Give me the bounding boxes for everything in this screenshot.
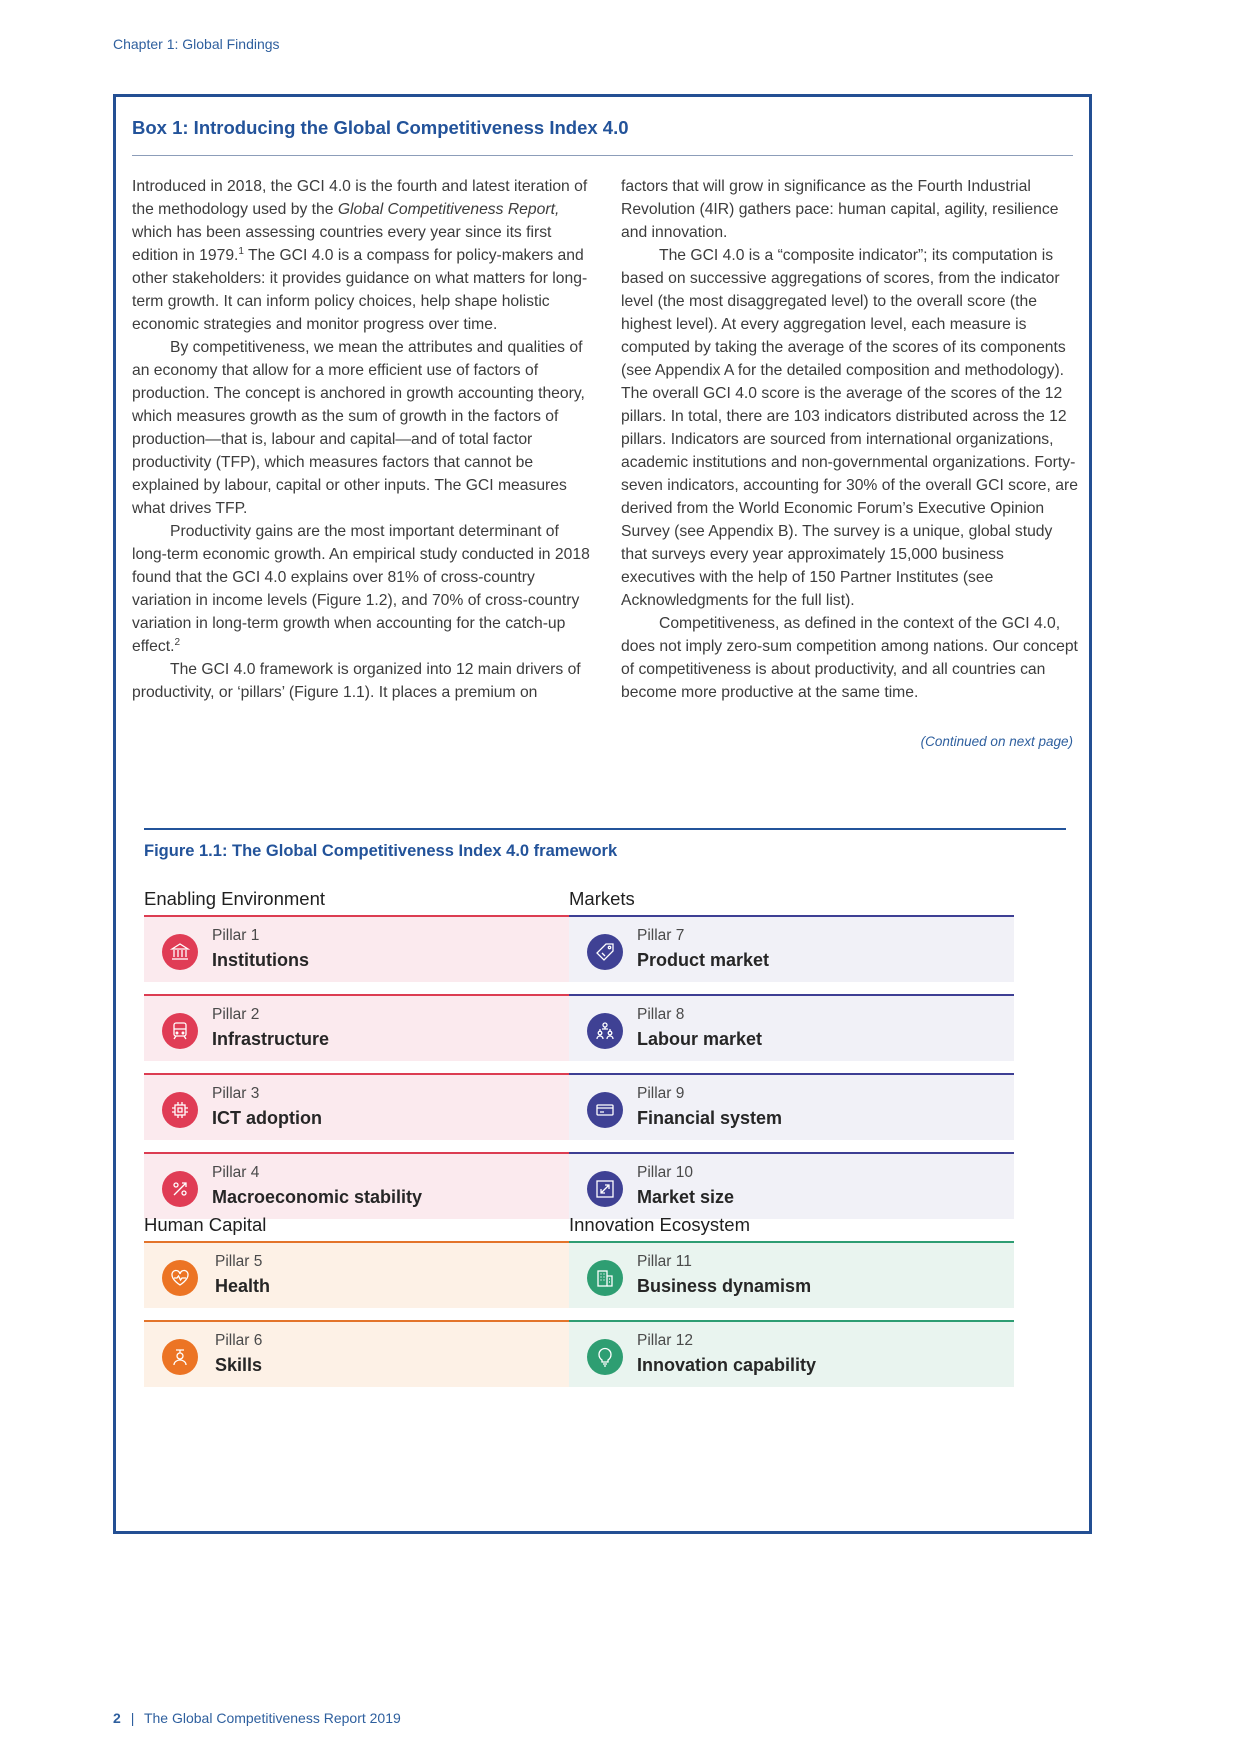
box-title-divider	[132, 155, 1073, 156]
footer-separator: |	[130, 1710, 135, 1726]
page-number: 2	[113, 1710, 121, 1726]
pillar-card-1	[144, 915, 589, 982]
pillar-card-9	[569, 1073, 1014, 1140]
right-text-column	[621, 175, 1081, 704]
institution-icon	[162, 934, 198, 970]
tag-icon	[587, 934, 623, 970]
group-enabling-environment	[144, 887, 589, 1231]
pillar-number: Pillar 2	[212, 1006, 260, 1023]
heart-pulse-icon	[162, 1260, 198, 1296]
building-icon	[587, 1260, 623, 1296]
paragraph: The GCI 4.0 is a “composite indicator”; its computation is based on successive aggregations of scores, from the indicator level (the most disaggregated level) to the overall score (the highest level). At every aggregation level, each measure is computed by taking the average of the scores of its components (see Appendix A for the detailed composition and methodology). The overall GCI 4.0 score is the average of the scores of the 12 pillars. In total, there are 103 indicators distributed across the 12 pillars. Indicators are sourced from international organizations, academic institutions and non-governmental organizations. Forty-seven indicators, accounting for 30% of the overall GCI score, are derived from the World Economic Forum’s Executive Opinion Survey (see Appendix B). The survey is a unique, global study that surveys every year approximately 15,000 business executives with the help of 150 Partner Institutes (see Acknowledgments for the full list).	[621, 247, 1078, 609]
pillar-name: ICT adoption	[212, 1108, 322, 1128]
pillar-card-7	[569, 915, 1014, 982]
page-footer	[113, 1710, 401, 1726]
pillar-name: Financial system	[637, 1108, 783, 1128]
left-text-column	[132, 175, 592, 704]
pillar-name: Health	[215, 1276, 271, 1296]
pillar-name: Labour market	[637, 1029, 763, 1049]
lightbulb-icon	[587, 1339, 623, 1375]
box-1	[113, 94, 1092, 1534]
group-title: Enabling Environment	[144, 888, 325, 909]
pillar-number: Pillar 4	[212, 1164, 260, 1181]
percent-icon	[162, 1171, 198, 1207]
paragraph: By competitiveness, we mean the attributes and qualities of an economy that allow for a more efficient use of factors of production. The concept is anchored in growth accounting theory, which measures growth as the sum of growth in the factors of production—that is, labour and capital—and of total factor productivity (TFP), which measures factors that cannot be explained by labour, capital or other inputs. The GCI measures what drives TFP.	[132, 339, 585, 517]
group-human-capital	[144, 1213, 589, 1399]
pillar-card-10	[569, 1152, 1014, 1219]
pillar-name: Market size	[637, 1187, 735, 1207]
paragraph: Introduced in 2018, the GCI 4.0 is the fourth and latest iteration of the methodology used by the Global Competitiveness Report, which has been assessing countries every year since its first edition in 1979.$^1$ The GCI 4.0 is a compass for policy-makers and other stakeholders: it provides guidance on what matters for long-term growth. It can inform policy choices, help shape holistic economic strategies and monitor progress over time.	[132, 178, 588, 333]
group-title: Human Capital	[144, 1214, 267, 1235]
pillar-name: Product market	[637, 950, 770, 970]
pillar-card-3	[144, 1073, 589, 1140]
pillar-name: Innovation capability	[637, 1355, 817, 1375]
pillar-number: Pillar 6	[215, 1332, 263, 1349]
footnote-ref[interactable]: 1	[238, 245, 244, 257]
group-innovation-ecosystem	[569, 1213, 1014, 1399]
pillar-number: Pillar 12	[637, 1332, 693, 1349]
pillar-name: Infrastructure	[212, 1029, 330, 1049]
pillar-name: Skills	[215, 1355, 263, 1375]
running-header: Chapter 1: Global Findings	[113, 36, 280, 52]
pillar-card-6	[144, 1320, 589, 1387]
group-title: Markets	[569, 888, 635, 909]
pillar-card-8	[569, 994, 1014, 1061]
pillar-number: Pillar 1	[212, 927, 260, 944]
paragraph: factors that will grow in significance as the Fourth Industrial Revolution (4IR) gathers pace: human capital, agility, resilience and innovation.	[621, 178, 1059, 241]
pillar-card-12	[569, 1320, 1014, 1387]
pillar-number: Pillar 7	[637, 927, 685, 944]
group-markets	[569, 887, 1014, 1231]
pillar-card-4	[144, 1152, 589, 1219]
chip-icon	[162, 1092, 198, 1128]
box-title: Box 1: Introducing the Global Competitiveness Index 4.0	[132, 117, 629, 138]
pillar-number: Pillar 3	[212, 1085, 260, 1102]
footnote-ref[interactable]: 2	[174, 636, 181, 648]
figure-divider	[144, 828, 1066, 830]
pillar-name: Institutions	[212, 950, 309, 970]
pillar-number: Pillar 9	[637, 1085, 685, 1102]
continued-note: (Continued on next page)	[920, 734, 1073, 749]
pillar-number: Pillar 11	[637, 1253, 692, 1270]
pillar-number: Pillar 5	[215, 1253, 263, 1270]
train-icon	[162, 1013, 198, 1049]
pillar-card-11	[569, 1241, 1014, 1308]
graduate-icon	[162, 1339, 198, 1375]
paragraph: Productivity gains are the most important determinant of long-term economic growth. An empirical study conducted in 2018 found that the GCI 4.0 explains over 81% of cross-country variation in income levels (Figure 1.2), and 70% of cross-country variation in long-term growth when accounting for the catch-up effect.$^2$	[132, 523, 590, 655]
group-title: Innovation Ecosystem	[569, 1214, 750, 1235]
report-name: The Global Competitiveness Report 2019	[143, 1710, 401, 1726]
expand-icon	[587, 1171, 623, 1207]
paragraph: The GCI 4.0 framework is organized into 12 main drivers of productivity, or ‘pillars’ (Figure 1.1). It places a premium on	[132, 661, 581, 701]
pillar-card-5	[144, 1241, 589, 1308]
pillar-card-2	[144, 994, 589, 1061]
figure-title: Figure 1.1: The Global Competitiveness Index 4.0 framework	[144, 842, 618, 860]
pillar-name: Business dynamism	[637, 1276, 812, 1296]
pillar-name: Macroeconomic stability	[212, 1187, 423, 1207]
pillar-number: Pillar 10	[637, 1164, 693, 1181]
people-network-icon	[587, 1013, 623, 1049]
paragraph: Competitiveness, as defined in the context of the GCI 4.0, does not imply zero-sum competition among nations. Our concept of competitiveness is about productivity, and all countries can become more productive at the same time.	[621, 615, 1078, 701]
pillar-number: Pillar 8	[637, 1006, 685, 1023]
credit-card-icon	[587, 1092, 623, 1128]
